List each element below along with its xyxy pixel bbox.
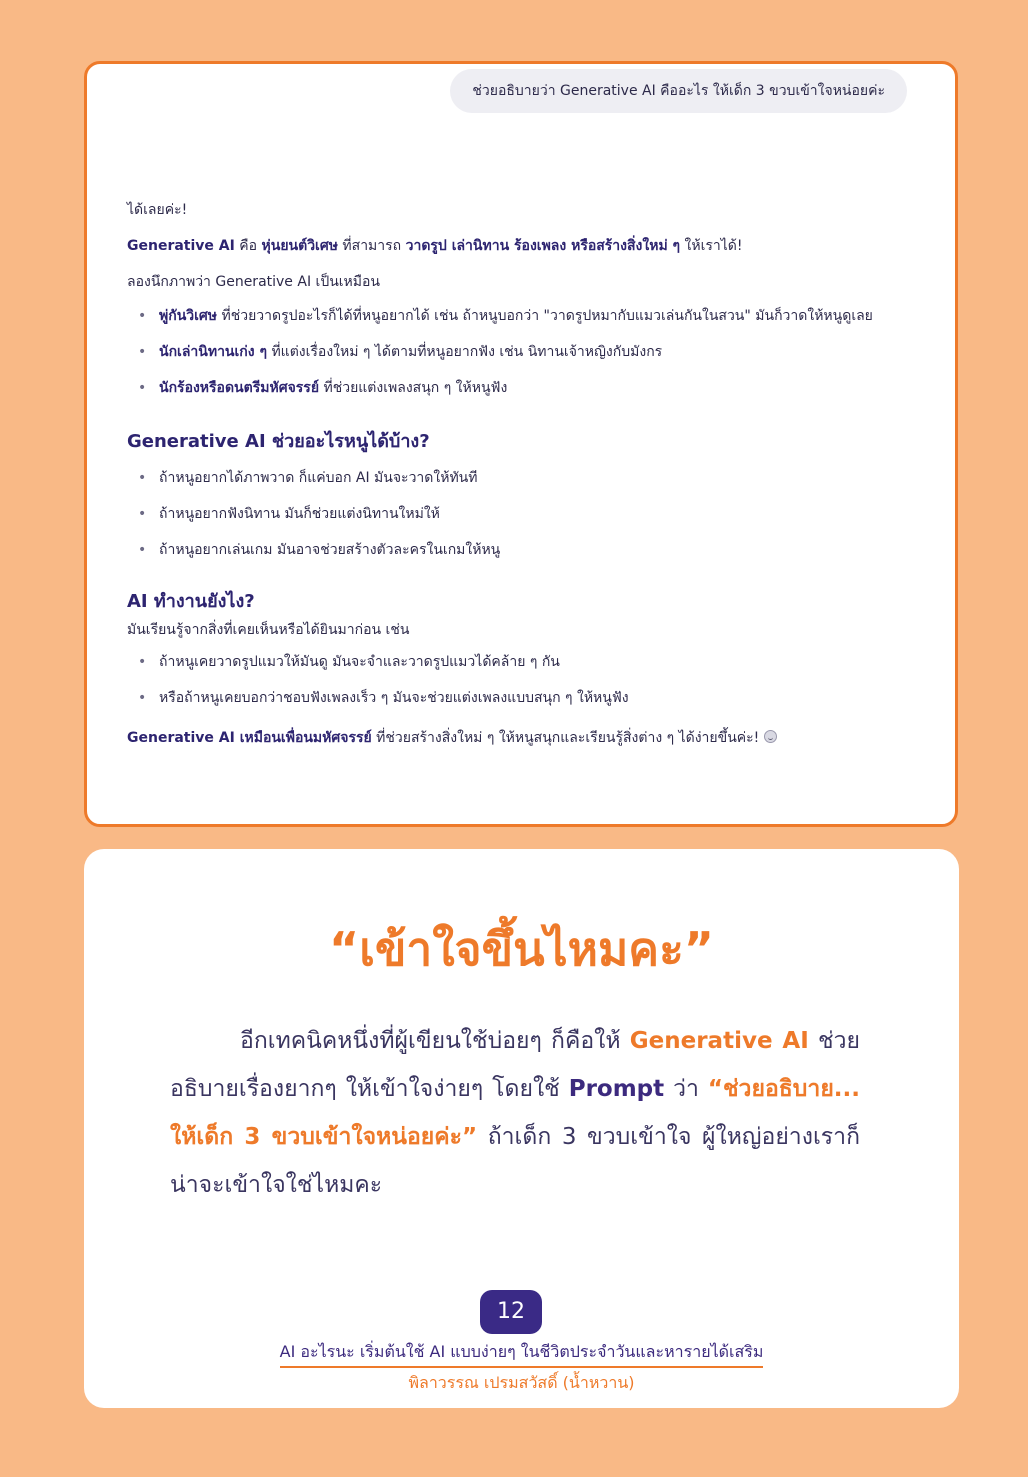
body-text-2: ช่วยอธิบายเรื่องยากๆ ให้เข้าใจง่ายๆ โดยใช้ <box>170 1028 860 1102</box>
help-text: ถ้าหนูอยากฟังนิทาน มันก็ช่วยแต่งนิทานใหม่ให้ <box>159 506 440 522</box>
list-item: • ถ้าหนูเคยวาดรูปแมวให้มันดู มันจะจำและวาดรูปแมวได้คล้าย ๆ กัน <box>138 654 560 670</box>
highlight-generative-ai: Generative AI <box>629 1028 809 1054</box>
list-item: • พู่กันวิเศษ ที่ช่วยวาดรูปอะไรก็ได้ที่หนูอยากได้ เช่น ถ้าหนูบอกว่า "วาดรูปหมากับแมวเล่นกันในสวน" มันก็วาดให้หนูดูเลย <box>138 308 873 324</box>
highlight-prompt: Prompt <box>568 1076 665 1102</box>
roles-list <box>127 302 917 402</box>
def-end: ให้เราได้! <box>680 238 743 254</box>
page-headline: “เข้าใจขึ้นไหมคะ” <box>328 922 715 976</box>
body-text-1: อีกเทคนิคหนึ่งที่ผู้เขียนใช้บ่อยๆ ก็คือให้ <box>240 1028 630 1054</box>
answer-closing <box>127 728 917 748</box>
answer-greeting: ได้เลยค่ะ! <box>127 202 188 218</box>
answer-definition <box>127 236 917 256</box>
role-title: พู่กันวิเศษ <box>159 308 218 324</box>
list-item: • ถ้าหนูอยากฟังนิทาน มันก็ช่วยแต่งนิทานใหม่ให้ <box>138 506 440 522</box>
def-bold2: วาดรูป เล่านิทาน ร้องเพลง หรือสร้างสิ่งใหม่ ๆ <box>405 238 681 254</box>
list-item: • นักเล่านิทานเก่ง ๆ ที่แต่งเรื่องใหม่ ๆ ได้ตามที่หนูอยากฟัง เช่น นิทานเจ้าหญิงกับมังกร <box>138 344 663 360</box>
closing-bold: Generative AI เหมือนเพื่อนมหัศจรรย์ <box>127 730 372 746</box>
closing-text: ที่ช่วยสร้างสิ่งใหม่ ๆ ให้หนูสนุกและเรียนรู้สิ่งต่าง ๆ ได้ง่ายขึ้นค่ะ! <box>371 730 764 746</box>
smiling-face-icon <box>764 730 777 743</box>
body-text-4: ถ้าเด็ก 3 ขวบเข้าใจ ผู้ใหญ่อย่างเราก็น่าจะเข้าใจใช่ไหมคะ <box>170 1124 860 1198</box>
list-item: • หรือถ้าหนูเคยบอกว่าชอบฟังเพลงเร็ว ๆ มันจะช่วยแต่งเพลงแบบสนุก ๆ ให้หนูฟัง <box>138 690 629 706</box>
how-text: ถ้าหนูเคยวาดรูปแมวให้มันดู มันจะจำและวาดรูปแมวได้คล้าย ๆ กัน <box>159 654 560 670</box>
explanation-card <box>84 849 959 1408</box>
ai-answer <box>127 200 917 748</box>
help-list <box>127 464 917 564</box>
user-prompt-bubble: ช่วยอธิบายว่า Generative AI คืออะไร ให้เด็ก 3 ขวบเข้าใจหน่อยค่ะ <box>450 69 907 113</box>
def-bold1: หุ่นยนต์วิเศษ <box>261 238 338 254</box>
book-title-text: AI อะไรนะ เริ่มต้นใช้ AI แบบง่ายๆ ในชีวิตประจำวันและหารายได้เสริม <box>280 1340 764 1368</box>
role-text: ที่แต่งเรื่องใหม่ ๆ ได้ตามที่หนูอยากฟัง เช่น นิทานเจ้าหญิงกับมังกร <box>267 344 663 360</box>
role-text: ที่ช่วยวาดรูปอะไรก็ได้ที่หนูอยากได้ เช่น ถ้าหนูบอกว่า "วาดรูปหมากับแมวเล่นกันในสวน" มันก็วาดให้หนูดูเลย <box>217 308 873 324</box>
how-text: หรือถ้าหนูเคยบอกว่าชอบฟังเพลงเร็ว ๆ มันจะช่วยแต่งเพลงแบบสนุก ๆ ให้หนูฟัง <box>159 690 629 706</box>
def-term: Generative AI <box>127 238 235 254</box>
role-title: นักเล่านิทานเก่ง ๆ <box>159 344 267 360</box>
body-paragraph <box>170 1017 860 1209</box>
def-is: คือ <box>234 238 262 254</box>
help-text: ถ้าหนูอยากเล่นเกม มันอาจช่วยสร้างตัวละครในเกมให้หนู <box>159 542 501 558</box>
book-title <box>84 1340 959 1368</box>
list-item: • ถ้าหนูอยากเล่นเกม มันอาจช่วยสร้างตัวละครในเกมให้หนู <box>138 542 501 558</box>
body-text-3: ว่า <box>664 1076 708 1102</box>
help-text: ถ้าหนูอยากได้ภาพวาด ก็แค่บอก AI มันจะวาดให้ทันที <box>159 470 478 486</box>
highlight-prompt-quote: “ช่วยอธิบาย... ให้เด็ก 3 ขวบเข้าใจหน่อยค่ะ” <box>170 1076 861 1150</box>
role-text: ที่ช่วยแต่งเพลงสนุก ๆ ให้หนูฟัง <box>319 380 508 396</box>
how-list <box>127 648 917 712</box>
page-number-badge: 12 <box>480 1290 542 1334</box>
heading-how: AI ทำงานยังไง? <box>127 591 255 612</box>
answer-imagine: ลองนึกภาพว่า Generative AI เป็นเหมือน <box>127 274 380 290</box>
list-item: • นักร้องหรือดนตรีมหัศจรรย์ ที่ช่วยแต่งเพลงสนุก ๆ ให้หนูฟัง <box>138 380 508 396</box>
how-intro: มันเรียนรู้จากสิ่งที่เคยเห็นหรือได้ยินมาก่อน เช่น <box>127 622 410 638</box>
role-title: นักร้องหรือดนตรีมหัศจรรย์ <box>159 380 320 396</box>
heading-help: Generative AI ช่วยอะไรหนูได้บ้าง? <box>127 431 430 452</box>
list-item: • ถ้าหนูอยากได้ภาพวาด ก็แค่บอก AI มันจะวาดให้ทันที <box>138 470 478 486</box>
book-author: พิลาวรรณ เปรมสวัสดิ์ (น้ำหวาน) <box>408 1373 635 1392</box>
def-mid: ที่สามารถ <box>337 238 406 254</box>
chat-screenshot-card <box>84 61 958 827</box>
